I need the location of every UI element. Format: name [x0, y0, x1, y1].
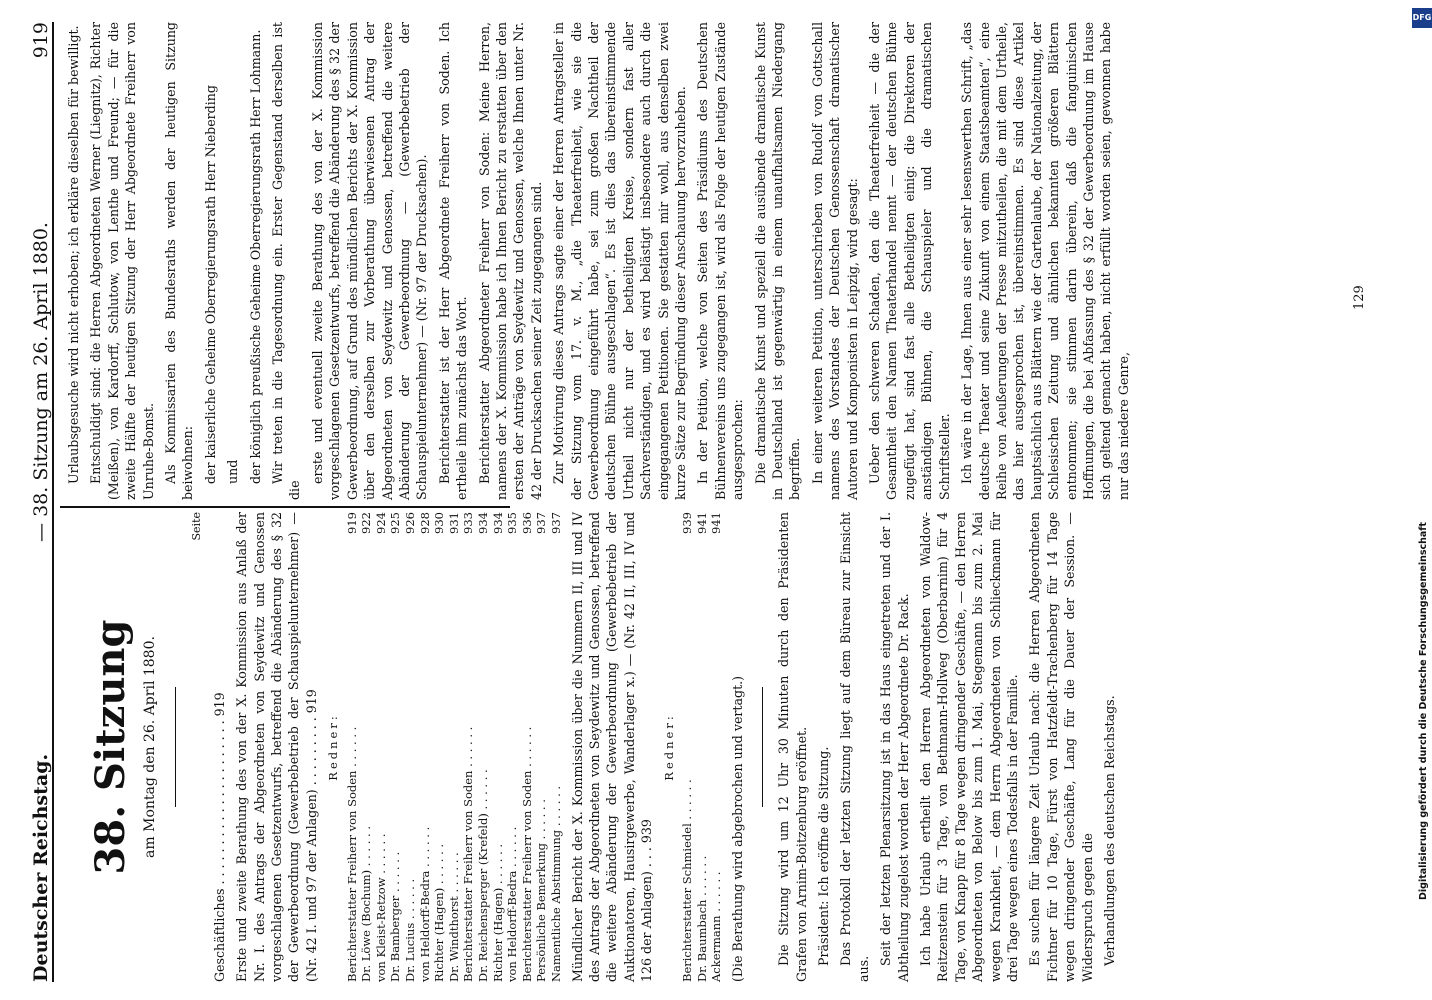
body-paragraph: In der Petition, welche von Seiten des Präsidiums des Deutschen Bühnenvereins uns zugegangen ist, wird als Folge der heutigen Zustände ausgesprochen:	[695, 22, 746, 500]
header-session: — 38. Sitzung am 26. April 1880.	[30, 222, 52, 542]
toc-speaker-page: 936	[519, 512, 534, 534]
toc-speaker-page: 937	[548, 512, 563, 534]
toc-speaker-row	[388, 512, 403, 982]
toc-speaker-page: 931	[446, 512, 461, 534]
toc-speaker-name: Dr. Bamberger . . . . . .	[388, 851, 403, 982]
toc-speaker-name: Richter (Hagen) . . . . . .	[432, 843, 447, 982]
toc-speaker-name: von Heldorff-Bedra . . . . . .	[417, 826, 432, 982]
toc-speaker-row	[520, 512, 535, 982]
session-date: am Montag den 26. April 1880.	[142, 636, 158, 858]
body-paragraph: Die Sitzung wird um 12 Uhr 30 Minuten durch den Präsidenten Grafen von Arnim-Boitzenburg eröffnet.	[776, 512, 809, 982]
body-paragraph: Berichterstatter ist der Herr Abgeordnete Freiherr von Soden. Ich ertheile ihm zunächst das Wort.	[436, 22, 470, 500]
body-paragraph: Das Protokoll der letzten Sitzung liegt auf dem Büreau zur Einsicht aus.	[838, 512, 871, 982]
right-column	[60, 22, 1137, 500]
toc-redner-label-2: Redner:	[661, 713, 676, 781]
title-rule	[175, 687, 176, 807]
toc-speaker-name: von Heldorff-Bedra . . . . . .	[505, 826, 520, 982]
toc-speaker-page: 933	[461, 512, 476, 534]
toc-speaker-row	[476, 512, 491, 982]
sheet-number: 129	[1352, 285, 1367, 310]
toc-speakers-1	[345, 512, 564, 982]
toc-speaker-name: Richter (Hagen) . . . . . .	[490, 843, 505, 982]
toc-speaker-row	[345, 512, 360, 982]
toc-speaker-name: Dr. Windthorst . . . . . .	[446, 852, 461, 982]
toc-speaker-page: 934	[490, 512, 505, 534]
body-paragraph: Ich habe Urlaub ertheilt den Herren Abgeordneten von Waldow-Reitzenstein für 3 Tage, von Bethmann-Hollweg (Oberbarnim) für 4 Tage, von Knapp für 8 Tage wegen dringender Geschäfte, — den Herren Abgeordneten von Below bis zum 1. Mai, Stegemann bis zum 2. Mai wegen Krankheit, — dem Herrn Abgeordneten von Schlieckmann für drei Tage wegen eines Todesfalls in der Familie.	[918, 512, 1021, 982]
digitization-credit-text: Digitalisierung gefördert durch die Deutsche Forschungsgemeinschaft	[1418, 522, 1429, 900]
toc-speaker-name: Berichterstatter Freiherr von Soden . . . . . .	[519, 726, 534, 982]
session-title: 38. Sitzung	[87, 619, 134, 875]
toc-speaker-page: 926	[403, 512, 418, 534]
body-paragraph: Verhandlungen des deutschen Reichstags.	[1102, 695, 1118, 966]
toc-speaker-page: 937	[534, 512, 549, 534]
digitization-credit	[1418, 40, 1432, 900]
toc-speaker-name: Ackermann . . . . . .	[709, 871, 724, 982]
right-body-text	[65, 22, 1132, 500]
toc-speaker-row	[709, 512, 724, 982]
toc-speaker-name: Namentliche Abstimmung . . . . . .	[548, 785, 563, 982]
toc-speaker-row	[680, 512, 695, 982]
toc-speaker-page: 925	[388, 512, 403, 534]
toc-speaker-name: Berichterstatter Freiherr von Soden . . . . . .	[461, 726, 476, 982]
body-paragraph: der königlich preußische Geheime Oberregierungsrath Herr Lohmann.	[247, 29, 263, 484]
body-paragraph: Zur Motivirung dieses Antrags sagte einer der Herren Antragsteller in der Sitzung vom 17. v. M., „die Theaterfreiheit, wie sie die Gewerbeordnung eingeführt habe, sei zum großen Nachtheil der deutschen Bühne ausgeschlagen“. Es ist dies das übereinstimmende Urtheil nicht nur der betheiligten Kreise, sondern fast aller Sachverständigen, und es wird belästigt insbesondere auch durch die eingegangenen Petitionen. Sie gestatten mir wohl, aus denselben zwei kurze Sätze zur Begründung dieser Anschauung hervorzuheben.	[551, 22, 688, 500]
running-header	[12, 22, 54, 982]
toc-speaker-name: von Kleist-Retzow . . . . . .	[373, 833, 388, 982]
toc-item-1: Erste und zweite Berathung des von der X. Kommission aus Anlaß der Nr. I. des Antrags der Abgeordneten von Seydewitz und Genossen vorgeschlagenen Gesetzentwurfs, betreffend die Abänderung des § 32 der Gewerbeordnung (Gewerbebetrieb der Schauspielunternehmer) — (Nr. 42 I. und 97 der Anlagen) . . . . . . . . . 919	[234, 512, 319, 982]
body-paragraph: Seit der letzten Plenarsitzung ist in das Haus eingetreten und der I. Abtheilung zugelost worden der Herr Abgeordnete Dr. Rack.	[878, 512, 911, 982]
body-paragraph: Die dramatische Kunst und speziell die ausübende dramatische Kunst in Deutschland ist gegenwärtig in einem unaufhaltsamen Niedergang begriffen.	[752, 22, 803, 500]
toc-speaker-row	[432, 512, 447, 982]
toc-speaker-row	[534, 512, 549, 982]
toc-speaker-name: Persönliche Bemerkung . . . . . .	[534, 799, 549, 982]
body-paragraph: Wir treten in die Tagesordnung ein. Erster Gegenstand derselben ist die	[270, 22, 303, 500]
toc-speaker-row	[418, 512, 433, 982]
body-paragraph: Entschuldigt sind: die Herren Abgeordneten Werner (Liegnitz), Richter (Meißen), von Kardorff, Schlutow, von Lenthe und Freund; — für die zweite Hälfte der heutigen Sitzung der Herr Abgeordnete Freiherr von Unruhe-Bomst.	[88, 22, 156, 500]
body-paragraph: Berichterstatter Abgeordneter Freiherr von Soden: Meine Herren, namens der X. Kommission habe ich Ihnen Bericht zu erstatten über den ersten der Anträge von Seydewitz und Genossen, welche Ihnen unter Nr. 42 der Drucksachen seiner Zeit zugegangen sind.	[476, 22, 544, 500]
toc-speaker-page: 930	[432, 512, 447, 534]
toc-speaker-row	[359, 512, 374, 982]
left-column	[60, 512, 1124, 982]
toc-speaker-row	[549, 512, 564, 982]
column-divider	[60, 506, 510, 508]
body-paragraph: Präsident: Ich eröffne die Sitzung.	[816, 746, 831, 966]
toc-speaker-row	[374, 512, 389, 982]
body-paragraph: Urlaubsgesuche wird nicht erhoben; ich erkläre dieselben für bewilligt.	[66, 25, 81, 484]
toc-item-2: Mündlicher Bericht der X. Kommission über die Nummern II, III und IV des Antrags der Abgeordneten von Seydewitz und Genossen, betreffend die weitere Abänderung der Gewerbeordnung (Gewerbebetrieb der Auktionatoren, Hausirgewerbe, Wanderlager x.) — (Nr. 42 II, III, IV und 126 der Anlagen) . . . 939	[569, 512, 655, 982]
body-paragraph: Es suchen für längere Zeit Urlaub nach: die Herren Abgeordneten Fichtner für 10 Tage, Fürst von Hatzfeldt-Trachenberg für 14 Tage wegen dringender Geschäfte, Lang für die Dauer der Session. — Widerspruch gegen die	[1027, 512, 1095, 982]
toc-speaker-row	[403, 512, 418, 982]
body-paragraph: der kaiserliche Geheime Oberregierungsrath Herr Nieberding	[202, 85, 218, 484]
toc-adjourn-note: (Die Berathung wird abgebrochen und vertagt.)	[729, 675, 745, 982]
toc-speaker-page: 941	[709, 512, 724, 534]
body-paragraph: erste und eventuell zweite Berathung des von der X. Kommission vorgeschlagenen Gesetzentwurfs, betreffend die Abänderung des § 32 der Gewerbeordnung, auf Grund des mündlichen Berichts der X. Kommission über den derselben zur Vorberathung überwiesenen Antrag der Abgeordneten von Seydewitz und Genossen, betreffend die weitere Abänderung der Gewerbeordnung — (Gewerbebetrieb der Schauspielunternehmer) — (Nr. 97 der Drucksachen).	[309, 22, 430, 500]
toc-speaker-name: Dr. Baumbach . . . . . .	[694, 855, 709, 982]
toc-speaker-page: 922	[359, 512, 374, 534]
toc-seite-label: Seite	[190, 512, 204, 541]
toc-speaker-page: 939	[680, 512, 694, 534]
toc-speakers-2	[680, 512, 724, 982]
left-body-text	[775, 512, 1118, 982]
body-paragraph: Ueber den schweren Schaden, den die Theaterfreiheit — die der Gesamtheit den Namen Theaterhandel nennt — der deutschen Bühne zugefügt hat, sind fast alle Betheiligten einig: die Direktoren der anständigen Bühnen, die Schauspieler und die dramatischen Schriftsteller.	[867, 22, 952, 500]
toc-speaker-name: Berichterstatter Schmiedel . . . . . .	[680, 779, 694, 982]
toc-speaker-row	[461, 512, 476, 982]
toc-intro: Geschäftliches . . . . . . . . . . . . . . . . . . . . . 919	[211, 692, 227, 982]
toc-speaker-page: 924	[373, 512, 388, 534]
toc-speaker-row	[491, 512, 506, 982]
body-paragraph: und	[225, 459, 241, 484]
toc-speaker-name: Berichterstatter Freiherr von Soden . . . . . .	[344, 726, 359, 982]
body-paragraph: Als Kommissarien des Bundesraths werden der heutigen Sitzung beiwohnen:	[163, 22, 196, 500]
dfg-logo: DFG	[1412, 8, 1432, 28]
toc-speaker-row	[505, 512, 520, 982]
toc-speaker-page: 934	[476, 512, 490, 534]
toc-speaker-row	[695, 512, 710, 982]
body-paragraph: Ich wäre in der Lage, Ihnen aus einer sehr lesenswerthen Schrift, „das deutsche Theater und seine Zukunft von einem Staatsbeamten“, eine Reihe von Aeußerungen der Presse mitzutheilen, die mit dem Urtheile, das hier ausgesprochen ist, übereinstimmen. Es sind diese Artikel hauptsächlich aus Blättern wie der Gartenlaube, der Nationalzeitung, der Schlesischen Zeitung und ähnlichen bekannten größeren Blättern entnommen; sie stimmen darin überein, daß die fanguinischen Hoffnungen, die bei Abfassung des § 32 der Gewerbeordnung im Hause sich geltend gemacht haben, nicht erfüllt worden seien, gewonnen habe nur das niedere Genre,	[959, 22, 1131, 500]
body-paragraph: In einer weiteren Petition, unterschrieben von Rudolf von Gottschall namens des Vorstandes der Deutschen Genossenschaft dramatischer Autoren und Komponisten in Leipzig, wird gesagt:	[809, 22, 860, 500]
toc-rule	[762, 687, 763, 807]
header-page-number: 919	[30, 22, 52, 59]
toc-speaker-name: Dr. Reichensperger (Krefeld) . . . . . .	[476, 769, 490, 982]
toc-speaker-name: Dr. Lucius . . . . . .	[403, 878, 418, 982]
toc-speaker-page: 928	[417, 512, 432, 534]
toc-speaker-row	[447, 512, 462, 982]
toc-redner-label-1: Redner:	[326, 713, 341, 781]
toc-speaker-name: Dr. Löwe (Bochum) . . . . . .	[359, 825, 374, 982]
toc-speaker-page: 919	[344, 512, 359, 534]
toc-speaker-page: 941	[694, 512, 709, 534]
header-publication: Deutscher Reichstag.	[30, 753, 52, 982]
toc-speaker-page: 935	[505, 512, 520, 534]
